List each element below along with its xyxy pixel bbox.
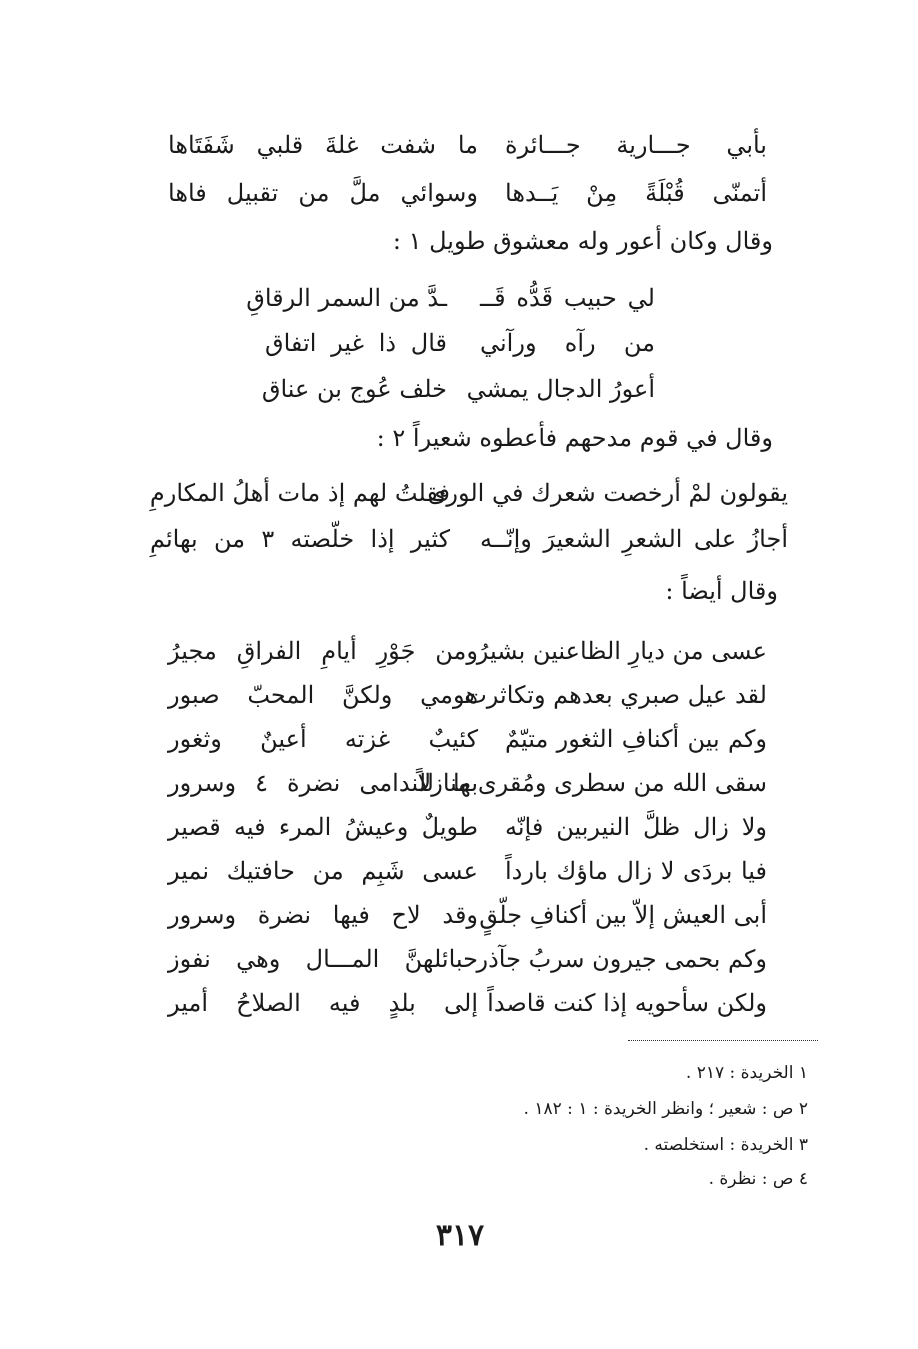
first-hemistich: يقولون لمْ أرخصت شعرك في الورى [427,479,788,507]
page-number: ٣١٧ [435,1218,485,1253]
footnote: ٢ ص : شعير ؛ وانظر الخريدة : ١ : ١٨٢ . [523,1099,808,1119]
footnote: ٤ ص : نظرة . [708,1169,808,1189]
second-hemistich: كئيبٌ غزته أعينٌ وثغور [168,725,478,753]
second-hemistich: طويلٌ وعيشُ المرء فيه قصير [168,813,478,841]
second-hemistich: عسى شَبِم من حافتيك نمير [168,857,478,885]
footnote-separator [628,1040,818,1041]
first-hemistich: أتمنّى قُبْلَةً مِنْ يَــدها [505,179,767,207]
first-hemistich: أبى العيش إلاّ بين أكنافِ جلّقٍ [479,901,767,929]
second-hemistich: وسوائي ملَّ من تقبيل فاها [168,179,478,207]
second-hemistich: قال ذا غير اتفاق [265,329,447,357]
second-hemistich: بها للندامى نضرة ٤ وسرور [168,769,479,797]
verse-intro: وقال في قوم مدحهم فأعطوه شعيراً ٢ : [376,424,773,452]
second-hemistich: إلى بلدٍ فيه الصلاحُ أمير [168,989,478,1017]
second-hemistich: وقد لاح فيها نضرة وسرور [168,901,478,929]
first-hemistich: عسى من ديارِ الظاعنين بشيرُ [476,637,767,665]
footnote: ٣ الخريدة : استخلصته . [643,1135,808,1155]
first-hemistich: ولا زال ظلَّ النيربين فإنّه [505,813,767,841]
first-hemistich: لي حبيب قَدُّه قَــ [480,284,655,312]
second-hemistich: هومي ولكنَّ المحبّ صبور [168,681,478,709]
first-hemistich: فيا بردَى لا زال ماؤك بارداً [505,857,767,885]
first-hemistich: أعورُ الدجال يمشي [466,375,655,403]
first-hemistich: وكم بحمى جيرون سربُ جآذر [476,945,767,973]
first-hemistich: من رآه ورآني [480,329,655,357]
second-hemistich: حبائلهنَّ المـــال وهي نفوز [168,945,478,973]
second-hemistich: كثير إذا خلّصته ٣ من بهائمِ [150,525,450,553]
second-hemistich: ما شفت غلةَ قلبي شَفَتَاها [168,131,478,159]
second-hemistich: خلف عُوج بن عناق [261,375,447,403]
second-hemistich: ومن جَوْرِ أيامِ الفراقِ مجيرُ [168,637,478,665]
first-hemistich: سقى الله من سطرى ومُقرى منازلاً [417,769,767,797]
first-hemistich: بأبي جـــارية جـــائرة [505,131,767,159]
verse-intro: وقال وكان أعور وله معشوق طويل ١ : [392,227,773,255]
verse-intro: وقال أيضاً : [665,577,778,605]
footnote: ١ الخريدة : ٢١٧ . [685,1063,808,1083]
first-hemistich: لقد عيل صبري بعدهم وتكاثرت [464,681,767,709]
first-hemistich: أجازُ على الشعرِ الشعيرَ وإنّــه [480,525,788,553]
second-hemistich: فقلتُ لهم إذ مات أهلُ المكارمِ [149,479,450,507]
first-hemistich: ولكن سأحويه إذا كنت قاصداً [487,989,767,1017]
second-hemistich: ـدَّ من السمر الرقاقِ [246,284,447,312]
first-hemistich: وكم بين أكنافِ الثغور متيّمٌ [505,725,767,753]
